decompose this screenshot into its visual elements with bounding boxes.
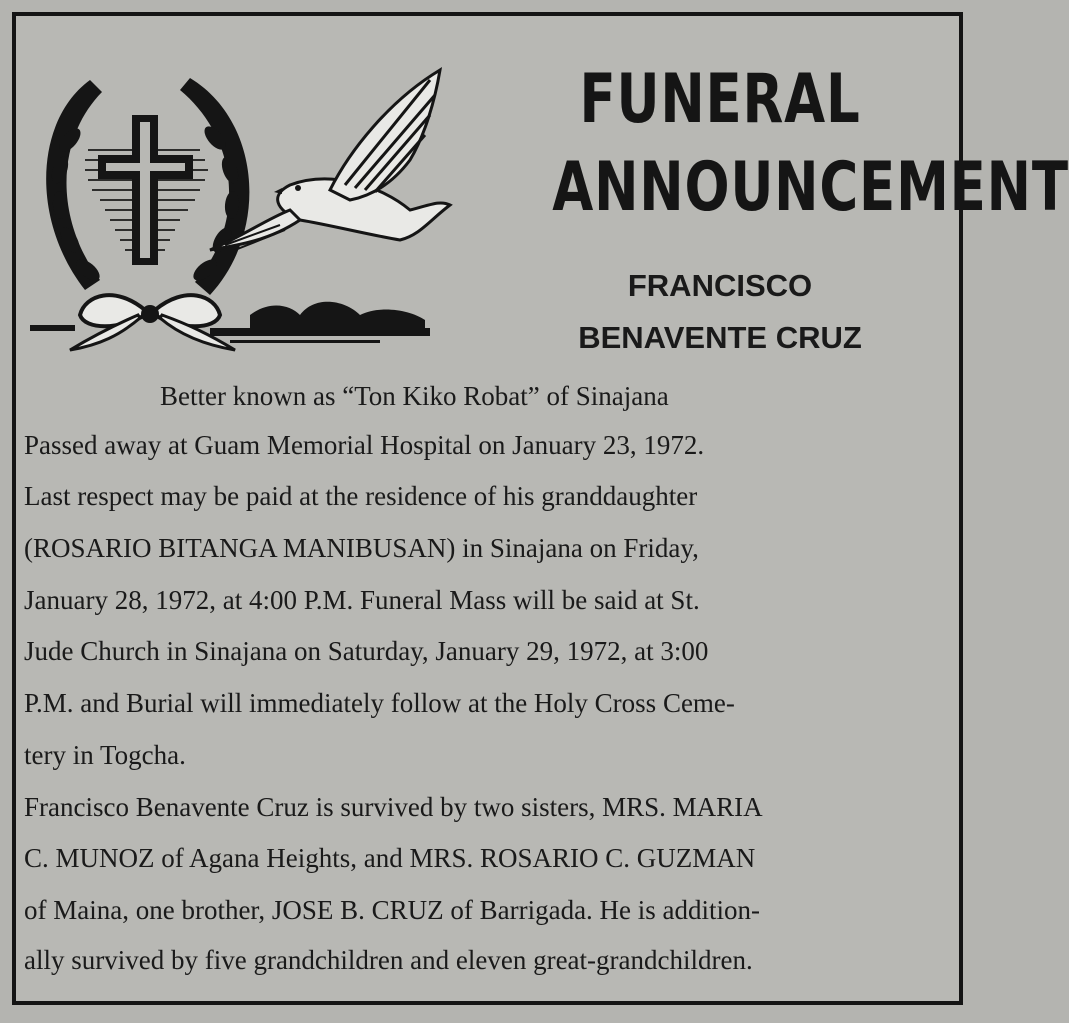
body-line-6: Jude Church in Sinajana on Saturday, January 29, 1972, at 3:00 [24, 636, 709, 666]
title-line-1: FUNERAL [579, 60, 861, 139]
body-line-12: ally survived by five grandchildren and eleven great-grandchildren. [24, 945, 753, 975]
body-line-11: of Maina, one brother, JOSE B. CRUZ of Barrigada. He is addition- [24, 895, 761, 925]
ribbon-bow-icon [30, 295, 235, 350]
deceased-name-line-2: BENAVENTE CRUZ [578, 320, 862, 355]
body-line-7: P.M. and Burial will immediately follow at the Holy Cross Ceme- [24, 688, 735, 718]
body-line-1: Better known as “Ton Kiko Robat” of Sinajana [160, 381, 669, 411]
body-line-2: Passed away at Guam Memorial Hospital on January 23, 1972. [24, 430, 705, 460]
body-line-3: Last respect may be paid at the residence of his granddaughter [24, 481, 698, 511]
deceased-name-line-1: FRANCISCO [627, 268, 813, 303]
body-line-4: (ROSARIO BITANGA MANIBUSAN) in Sinajana on Friday, [24, 533, 699, 563]
body-line-10: C. MUNOZ of Agana Heights, and MRS. ROSARIO C. GUZMAN [24, 843, 756, 873]
body-line-9: Francisco Benavente Cruz is survived by two sisters, MRS. MARIA [24, 792, 763, 822]
clouds-icon [210, 302, 430, 343]
body-line-8: tery in Togcha. [24, 740, 186, 770]
title-line-2: ANNOUNCEMENT [552, 148, 1069, 227]
emblem [30, 60, 450, 360]
body-line-5: January 28, 1972, at 4:00 P.M. Funeral Mass will be said at St. [24, 585, 700, 615]
